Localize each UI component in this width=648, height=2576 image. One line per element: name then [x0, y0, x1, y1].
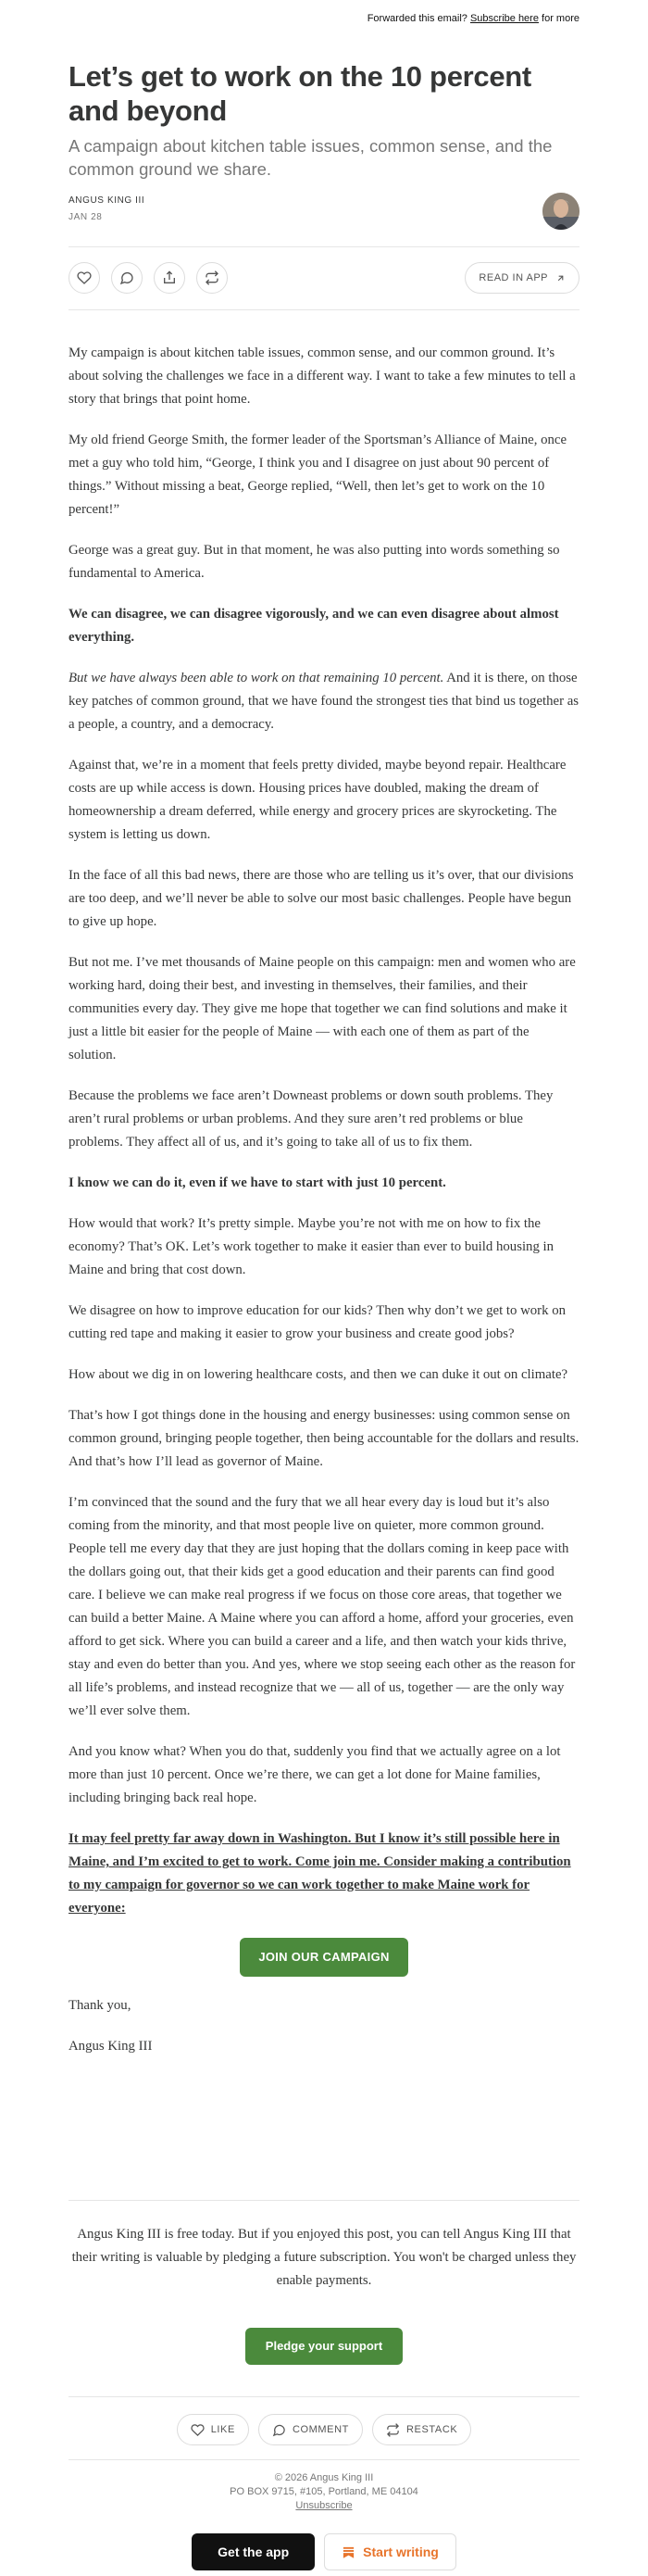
- paragraph: How would that work? It’s pretty simple. Maybe you’re not with me on how to fix the economy? That’s OK. Let’s work together to make it easier than ever to build housing in Maine and bring that cost down.: [69, 1216, 555, 1277]
- read-in-app-label: READ IN APP: [479, 272, 548, 283]
- unsubscribe-link[interactable]: Unsubscribe: [295, 2500, 353, 2511]
- get-app-button[interactable]: Get the app: [192, 2533, 315, 2570]
- arrow-up-right-icon: [555, 273, 566, 283]
- footer: [69, 2471, 579, 2513]
- comment-button[interactable]: [111, 262, 143, 294]
- post-body: [69, 342, 579, 2076]
- start-writing-label: Start writing: [363, 2545, 439, 2559]
- heart-icon: [77, 270, 92, 285]
- author-name[interactable]: ANGUS KING III: [69, 195, 145, 206]
- italic-text: But we have always been able to work on that remaining 10 percent.: [69, 671, 444, 685]
- paragraph-link: [69, 1828, 579, 1920]
- bold-text: I know we can do it, even if we have to start with just 10 percent.: [69, 1175, 446, 1190]
- paragraph: Because the problems we face aren’t Downeast problems or down south problems. They aren’t rural problems or urban problems. And they sure aren’t red problems or blue problems. They affect all of us, and it’s going to take all of us to fix them.: [69, 1088, 554, 1150]
- paragraph-text: And it is there, on those key patches of common ground, that we have found the strongest ties that bind us together as a people, a country, and a democracy.: [69, 671, 579, 732]
- like-action-button[interactable]: [177, 2414, 249, 2445]
- paragraph: My old friend George Smith, the former leader of the Sportsman’s Alliance of Maine, once met a guy who told him, “George, I think you and I disagree on just about 90 percent of things.” Without missing a beat, George replied, “Well, then let’s get to work on the 10 percent!”: [69, 433, 567, 517]
- copyright: © 2026 Angus King III: [274, 2472, 374, 2483]
- restack-label: RESTACK: [405, 2424, 458, 2435]
- share-icon: [162, 270, 177, 285]
- post-title[interactable]: Let’s get to work on the 10 percent and beyond: [69, 60, 531, 127]
- paragraph: My campaign is about kitchen table issues, common sense, and our common ground. It’s about solving the challenges we face in a different way. I want to take a few minutes to tell a story that brings that point home.: [69, 346, 576, 407]
- pledge-text: Angus King III is free today. But if you enjoyed this post, you can tell Angus King III that their writing is valuable by pledging a future subscription. You won't be charged unless they enable payments.: [71, 2227, 577, 2288]
- forwarded-suffix: for more: [542, 13, 579, 24]
- start-writing-button[interactable]: [324, 2533, 456, 2570]
- join-campaign-button[interactable]: JOIN OUR CAMPAIGN: [240, 1938, 407, 1977]
- read-in-app-button[interactable]: [465, 262, 579, 294]
- avatar[interactable]: [542, 193, 579, 230]
- cta-wrap: [69, 1938, 579, 1977]
- comment-icon: [272, 2423, 286, 2437]
- paragraph: And you know what? When you do that, suddenly you find that we actually agree on a lot more than just 10 percent. Once we’re there, we can get a lot done for Maine families, including bringing back real hope.: [69, 1744, 561, 1805]
- paragraph-bold: [69, 603, 579, 649]
- paragraph: In the face of all this bad news, there are those who are telling us it’s over, that our divisions are too deep, and we’ll never be able to solve our most basic challenges. People have begun to give up hope.: [69, 868, 574, 929]
- forwarded-banner: [368, 13, 579, 24]
- divider: [69, 309, 579, 310]
- paragraph: We disagree on how to improve education for our kids? Then why don’t we get to work on cutting red tape and making it easier to grow your business and create good jobs?: [69, 1303, 566, 1341]
- restack-action-button[interactable]: [372, 2414, 471, 2445]
- paragraph: I’m convinced that the sound and the fury that we all hear every day is loud but it’s also coming from the minority, and that most people live on quieter, more common ground. People tell me every day that they are just hoping that the dollars coming in keep pace with the dollars going out, that their kids get a good education and their parents can find good care. I believe we can make real progress if we focus on those core areas, that together we can build a better Maine. A Maine where you can afford a home, afford your groceries, even afford to get sick. Where you can build a career and a life, and then watch your kids thrive, stay and even do better than you. And yes, where we stop seeing each other as the reason for all life’s problems, and instead recognize that we — all of us, together — are the only way we’ll ever solve them.: [69, 1495, 576, 1718]
- substack-logo-icon: [342, 2545, 355, 2559]
- paragraph: That’s how I got things done in the housing and energy businesses: using common sense on common ground, bringing people together, then being accountable for the dollars and results. And that’s how I’ll lead as governor of Maine.: [69, 1408, 579, 1469]
- forwarded-prefix: Forwarded this email?: [367, 13, 467, 24]
- subscribe-link[interactable]: Subscribe here: [469, 13, 539, 24]
- paragraph: George was a great guy. But in that moment, he was also putting into words something so fundamental to America.: [69, 543, 560, 581]
- mailing-address: PO BOX 9715, #105, Portland, ME 04104: [230, 2486, 418, 2497]
- footer-buttons: [69, 2533, 579, 2570]
- comment-label: COMMENT: [292, 2424, 349, 2435]
- divider: [69, 2200, 579, 2201]
- comment-icon: [119, 270, 134, 285]
- pledge-support-button[interactable]: Pledge your support: [245, 2328, 403, 2365]
- restack-icon: [205, 270, 219, 285]
- signature: Angus King III: [69, 2039, 153, 2054]
- sign-off: Thank you,: [69, 1998, 131, 2013]
- comment-action-button[interactable]: [258, 2414, 363, 2445]
- paragraph: How about we dig in on lowering healthcare costs, and then we can duke it out on climate?: [69, 1367, 568, 1382]
- avatar-portrait-icon: [542, 193, 579, 230]
- paragraph: Against that, we’re in a moment that feels pretty divided, maybe beyond repair. Healthcare costs are up while access is down. Housing prices have doubled, making the dream of homeownership a dream deferred, while energy and grocery prices are skyrocketing. The system is letting us down.: [69, 758, 567, 842]
- paragraph: But not me. I’ve met thousands of Maine people on this campaign: men and women who are working hard, doing their best, and investing in themselves, their families, and their communities every day. They give me hope that together we can find solutions and make it just a little bit easier for the people of Maine — with each one of them as part of the solution.: [69, 955, 576, 1062]
- contribution-link[interactable]: It may feel pretty far away down in Washington. But I know it’s still possible here in Maine, and I’m excited to get to work. Come join me. Consider making a contribution to my campaign for governor so we can work together to make Maine work for everyone:: [69, 1831, 571, 1916]
- bold-text: We can disagree, we can disagree vigorously, and we can even disagree about almost everything.: [69, 607, 559, 645]
- post-subtitle: A campaign about kitchen table issues, common sense, and the common ground we share.: [69, 136, 553, 179]
- like-label: LIKE: [210, 2424, 235, 2435]
- post-date: JAN 28: [69, 212, 103, 222]
- divider: [69, 2396, 579, 2397]
- post-actions: [69, 2414, 579, 2445]
- paragraph-bold: [69, 1172, 579, 1195]
- divider: [69, 2459, 579, 2460]
- heart-icon: [191, 2423, 205, 2437]
- like-button[interactable]: [69, 262, 100, 294]
- share-button[interactable]: [154, 262, 185, 294]
- restack-icon: [386, 2423, 400, 2437]
- divider: [69, 246, 579, 247]
- restack-button[interactable]: [196, 262, 228, 294]
- paragraph: [69, 667, 579, 736]
